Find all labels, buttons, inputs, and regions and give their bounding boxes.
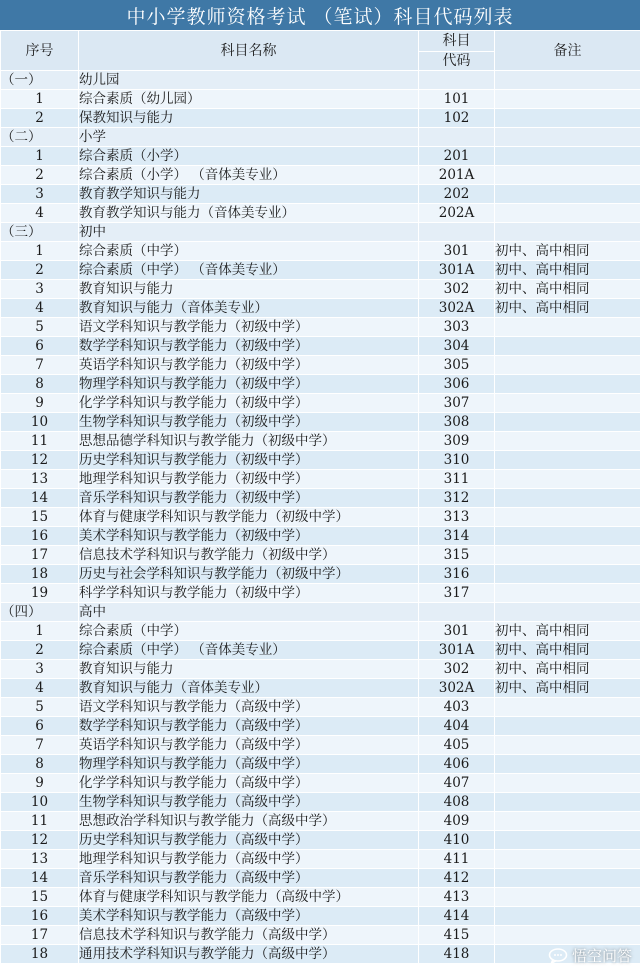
cell-note — [495, 337, 640, 356]
cell-note — [495, 793, 640, 812]
table-row — [1, 584, 640, 603]
cell-note: 初中、高中相同 — [495, 280, 640, 299]
header-note: 备注 — [495, 31, 640, 71]
cell-name: 语文学科知识与教学能力（高级中学） — [79, 698, 419, 717]
cell-name: 教育知识与能力（音体美专业） — [79, 299, 419, 318]
cell-code: 413 — [419, 888, 495, 907]
cell-note — [495, 831, 640, 850]
cell-code: 415 — [419, 926, 495, 945]
cell-code: 408 — [419, 793, 495, 812]
cell-code: 302A — [419, 299, 495, 318]
cell-no: 5 — [1, 318, 79, 337]
table-row — [1, 679, 640, 698]
cell-name: 化学学科知识与教学能力（高级中学） — [79, 774, 419, 793]
cell-name: 综合素质（中学） — [79, 242, 419, 261]
cell-code: 409 — [419, 812, 495, 831]
cell-note — [495, 166, 640, 185]
cell-note — [495, 546, 640, 565]
cell-code: 302 — [419, 280, 495, 299]
cell-no: 13 — [1, 470, 79, 489]
cell-code: 301 — [419, 242, 495, 261]
section-row — [1, 128, 640, 147]
cell-code: 301A — [419, 641, 495, 660]
cell-note — [495, 470, 640, 489]
table-row — [1, 869, 640, 888]
cell-note — [495, 432, 640, 451]
table-row — [1, 812, 640, 831]
table-row — [1, 508, 640, 527]
cell-code: 305 — [419, 356, 495, 375]
table-row — [1, 945, 640, 964]
cell-name: 物理学科知识与教学能力（高级中学） — [79, 755, 419, 774]
cell-name: 信息技术学科知识与教学能力（高级中学） — [79, 926, 419, 945]
cell-code: 316 — [419, 565, 495, 584]
cell-no: 9 — [1, 774, 79, 793]
cell-name: 综合素质（中学） （音体美专业） — [79, 261, 419, 280]
cell-no: 4 — [1, 299, 79, 318]
table-row — [1, 109, 640, 128]
cell-note — [495, 926, 640, 945]
cell-note: 初中、高中相同 — [495, 641, 640, 660]
cell-note: 初中、高中相同 — [495, 261, 640, 280]
cell-no: 1 — [1, 147, 79, 166]
table-row — [1, 565, 640, 584]
cell-note: 初中、高中相同 — [495, 242, 640, 261]
cell-no: 17 — [1, 926, 79, 945]
cell-note — [495, 451, 640, 470]
cell-name: 语文学科知识与教学能力（初级中学） — [79, 318, 419, 337]
table-row — [1, 850, 640, 869]
cell-code: 418 — [419, 945, 495, 964]
table-row — [1, 356, 640, 375]
cell-name: 体育与健康学科知识与教学能力（初级中学） — [79, 508, 419, 527]
table-row — [1, 204, 640, 223]
cell-note — [495, 565, 640, 584]
cell-name: 体育与健康学科知识与教学能力（高级中学） — [79, 888, 419, 907]
cell-note — [495, 527, 640, 546]
cell-code — [419, 71, 495, 90]
cell-note — [495, 736, 640, 755]
cell-note — [495, 508, 640, 527]
cell-note — [495, 812, 640, 831]
cell-no: 2 — [1, 641, 79, 660]
cell-note — [495, 717, 640, 736]
cell-code: 303 — [419, 318, 495, 337]
cell-note — [495, 128, 640, 147]
cell-code: 201 — [419, 147, 495, 166]
watermark-text: 悟空问答 — [571, 947, 632, 965]
cell-name: 生物学科知识与教学能力（初级中学） — [79, 413, 419, 432]
cell-code: 310 — [419, 451, 495, 470]
cell-name: 物理学科知识与教学能力（初级中学） — [79, 375, 419, 394]
cell-no: 15 — [1, 888, 79, 907]
cell-note — [495, 375, 640, 394]
table-row — [1, 888, 640, 907]
cell-name: 数学学科知识与教学能力（初级中学） — [79, 337, 419, 356]
cell-name: 美术学科知识与教学能力（初级中学） — [79, 527, 419, 546]
cell-note — [495, 356, 640, 375]
table-row — [1, 698, 640, 717]
cell-code: 313 — [419, 508, 495, 527]
cell-name: 生物学科知识与教学能力（高级中学） — [79, 793, 419, 812]
cell-code: 301 — [419, 622, 495, 641]
cell-name: 初中 — [79, 223, 419, 242]
cell-note: 初中、高中相同 — [495, 299, 640, 318]
cell-no: 15 — [1, 508, 79, 527]
table-row — [1, 527, 640, 546]
cell-no: 18 — [1, 565, 79, 584]
page-title: 中小学教师资格考试 （笔试）科目代码列表 — [0, 0, 640, 30]
cell-no: 11 — [1, 432, 79, 451]
table-row — [1, 299, 640, 318]
cell-note — [495, 755, 640, 774]
cell-no: 12 — [1, 831, 79, 850]
cell-no: 2 — [1, 109, 79, 128]
cell-no: 4 — [1, 679, 79, 698]
cell-name: 教育知识与能力（音体美专业） — [79, 679, 419, 698]
table-row — [1, 90, 640, 109]
table-row — [1, 280, 640, 299]
cell-name: 教育教学知识与能力（音体美专业） — [79, 204, 419, 223]
cell-code: 404 — [419, 717, 495, 736]
cell-code: 302A — [419, 679, 495, 698]
cell-note — [495, 223, 640, 242]
cell-no: 3 — [1, 280, 79, 299]
cell-no: 7 — [1, 356, 79, 375]
cell-name: 通用技术学科知识与教学能力（高级中学） — [79, 945, 419, 964]
cell-no: （一） — [1, 71, 79, 90]
header-code-line1: 科目 — [419, 31, 495, 52]
cell-no: 6 — [1, 717, 79, 736]
cell-no: 1 — [1, 90, 79, 109]
cell-no: 8 — [1, 375, 79, 394]
cell-no: 2 — [1, 261, 79, 280]
cell-name: 历史学科知识与教学能力（初级中学） — [79, 451, 419, 470]
subject-code-table — [0, 30, 640, 964]
table-row — [1, 470, 640, 489]
cell-note — [495, 698, 640, 717]
cell-name: 英语学科知识与教学能力（初级中学） — [79, 356, 419, 375]
cell-no: 7 — [1, 736, 79, 755]
cell-no: （二） — [1, 128, 79, 147]
cell-name: 综合素质（幼儿园） — [79, 90, 419, 109]
cell-note — [495, 850, 640, 869]
watermark — [548, 945, 632, 966]
table-row — [1, 641, 640, 660]
header-code-line2: 代码 — [419, 52, 495, 71]
cell-note — [495, 888, 640, 907]
cell-code: 308 — [419, 413, 495, 432]
cell-name: 地理学科知识与教学能力（高级中学） — [79, 850, 419, 869]
cell-code — [419, 128, 495, 147]
cell-code: 403 — [419, 698, 495, 717]
header-no: 序号 — [1, 31, 79, 71]
cell-note — [495, 584, 640, 603]
cell-no: 11 — [1, 812, 79, 831]
table-row — [1, 432, 640, 451]
cell-note — [495, 318, 640, 337]
cell-name: 美术学科知识与教学能力（高级中学） — [79, 907, 419, 926]
cell-name: 教育知识与能力 — [79, 660, 419, 679]
cell-note: 初中、高中相同 — [495, 679, 640, 698]
cell-code: 302 — [419, 660, 495, 679]
cell-note — [495, 204, 640, 223]
cell-name: 综合素质（中学） — [79, 622, 419, 641]
cell-code: 412 — [419, 869, 495, 888]
cell-code: 317 — [419, 584, 495, 603]
cell-note — [495, 394, 640, 413]
cell-no: 10 — [1, 793, 79, 812]
cell-code: 311 — [419, 470, 495, 489]
cell-code: 406 — [419, 755, 495, 774]
section-row — [1, 603, 640, 622]
table-row — [1, 793, 640, 812]
cell-note — [495, 109, 640, 128]
table-row — [1, 831, 640, 850]
table-row — [1, 185, 640, 204]
header-row — [1, 31, 640, 52]
cell-no: 8 — [1, 755, 79, 774]
cell-no: 6 — [1, 337, 79, 356]
cell-no: 10 — [1, 413, 79, 432]
cell-no: 14 — [1, 869, 79, 888]
cell-no: 19 — [1, 584, 79, 603]
cell-code: 301A — [419, 261, 495, 280]
cell-code: 306 — [419, 375, 495, 394]
cell-note — [495, 907, 640, 926]
table-row — [1, 736, 640, 755]
cell-name: 综合素质（小学） （音体美专业） — [79, 166, 419, 185]
cell-code: 101 — [419, 90, 495, 109]
cell-note — [495, 489, 640, 508]
header-name: 科目名称 — [79, 31, 419, 71]
cell-code: 304 — [419, 337, 495, 356]
cell-note — [495, 774, 640, 793]
table-row — [1, 318, 640, 337]
cell-name: 小学 — [79, 128, 419, 147]
cell-code — [419, 223, 495, 242]
section-row — [1, 71, 640, 90]
cell-no: 13 — [1, 850, 79, 869]
cell-code — [419, 603, 495, 622]
cell-note — [495, 185, 640, 204]
cell-no: 1 — [1, 622, 79, 641]
cell-code: 202 — [419, 185, 495, 204]
table-row — [1, 489, 640, 508]
cell-note — [495, 603, 640, 622]
cell-name: 思想政治学科知识与教学能力（高级中学） — [79, 812, 419, 831]
cell-name: 数学学科知识与教学能力（高级中学） — [79, 717, 419, 736]
table-row — [1, 660, 640, 679]
cell-code: 201A — [419, 166, 495, 185]
cell-name: 历史与社会学科知识与教学能力（初级中学） — [79, 565, 419, 584]
table-row — [1, 926, 640, 945]
cell-code: 312 — [419, 489, 495, 508]
cell-no: 17 — [1, 546, 79, 565]
cell-note: 初中、高中相同 — [495, 622, 640, 641]
cell-no: 14 — [1, 489, 79, 508]
table-row — [1, 546, 640, 565]
table-row — [1, 413, 640, 432]
cell-no: 4 — [1, 204, 79, 223]
cell-note — [495, 90, 640, 109]
cell-no: 12 — [1, 451, 79, 470]
cell-name: 高中 — [79, 603, 419, 622]
table-row — [1, 907, 640, 926]
cell-no: 5 — [1, 698, 79, 717]
cell-code: 411 — [419, 850, 495, 869]
cell-name: 思想品德学科知识与教学能力（初级中学） — [79, 432, 419, 451]
table-row — [1, 337, 640, 356]
table-row — [1, 774, 640, 793]
cell-name: 英语学科知识与教学能力（高级中学） — [79, 736, 419, 755]
section-row — [1, 223, 640, 242]
cell-no: 18 — [1, 945, 79, 964]
cell-name: 教育知识与能力 — [79, 280, 419, 299]
cell-note — [495, 71, 640, 90]
cell-name: 历史学科知识与教学能力（高级中学） — [79, 831, 419, 850]
cell-no: （三） — [1, 223, 79, 242]
table-row — [1, 717, 640, 736]
cell-name: 幼儿园 — [79, 71, 419, 90]
cell-no: 16 — [1, 907, 79, 926]
cell-code: 410 — [419, 831, 495, 850]
cell-name: 化学学科知识与教学能力（初级中学） — [79, 394, 419, 413]
cell-code: 309 — [419, 432, 495, 451]
table-row — [1, 622, 640, 641]
cell-no: （四） — [1, 603, 79, 622]
table-row — [1, 147, 640, 166]
table-row — [1, 755, 640, 774]
cell-name: 音乐学科知识与教学能力（高级中学） — [79, 869, 419, 888]
cell-code: 102 — [419, 109, 495, 128]
cell-no: 1 — [1, 242, 79, 261]
cell-note — [495, 147, 640, 166]
table-row — [1, 375, 640, 394]
cell-name: 保教知识与能力 — [79, 109, 419, 128]
cell-name: 音乐学科知识与教学能力（初级中学） — [79, 489, 419, 508]
cell-code: 315 — [419, 546, 495, 565]
cell-code: 414 — [419, 907, 495, 926]
chat-bubble-icon — [548, 948, 568, 964]
cell-name: 科学学科知识与教学能力（初级中学） — [79, 584, 419, 603]
table-row — [1, 451, 640, 470]
table-body — [1, 71, 640, 964]
cell-note — [495, 413, 640, 432]
cell-code: 202A — [419, 204, 495, 223]
cell-no: 9 — [1, 394, 79, 413]
cell-code: 407 — [419, 774, 495, 793]
table-row — [1, 261, 640, 280]
cell-code: 307 — [419, 394, 495, 413]
cell-code: 314 — [419, 527, 495, 546]
cell-name: 综合素质（中学） （音体美专业） — [79, 641, 419, 660]
table-row — [1, 166, 640, 185]
cell-name: 信息技术学科知识与教学能力（初级中学） — [79, 546, 419, 565]
cell-no: 2 — [1, 166, 79, 185]
cell-name: 地理学科知识与教学能力（初级中学） — [79, 470, 419, 489]
cell-note: 初中、高中相同 — [495, 660, 640, 679]
cell-no: 16 — [1, 527, 79, 546]
cell-note — [495, 869, 640, 888]
cell-name: 教育教学知识与能力 — [79, 185, 419, 204]
table-row — [1, 394, 640, 413]
cell-no: 3 — [1, 185, 79, 204]
cell-code: 405 — [419, 736, 495, 755]
cell-no: 3 — [1, 660, 79, 679]
table-row — [1, 242, 640, 261]
cell-name: 综合素质（小学） — [79, 147, 419, 166]
